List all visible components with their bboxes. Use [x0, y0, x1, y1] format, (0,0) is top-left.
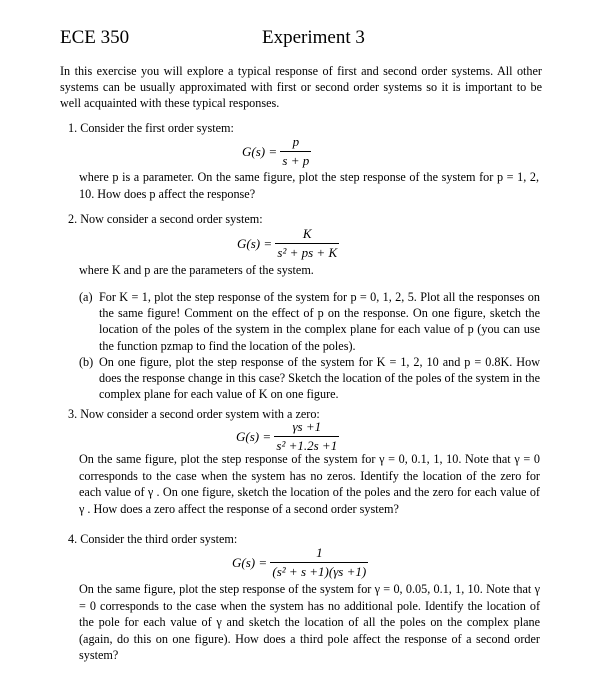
q2-part-b-text: On one figure, plot the step response of the system for K = 1, 2, 10 and p = 0.8K. How does the response change in this case? Sketch the location of the poles of the system in the complex plane for each value of K on one figure.: [99, 355, 540, 402]
q2-equation: [237, 226, 339, 261]
q1-equation: [242, 134, 311, 169]
q3-eq-fraction: [274, 419, 339, 454]
q4-equation: [232, 545, 368, 580]
q3-eq-numerator: γs +1: [274, 419, 339, 437]
q1-eq-lhs: G(s) =: [242, 143, 278, 159]
q2-part-b-label: (b): [79, 355, 94, 369]
q2-part-a-text: For K = 1, plot the step response of the system for p = 0, 1, 2, 5. Plot all the responses on the same figure! Comment on the effect of p on the response. On one figure, sketch the location of the poles of the system in the complex plane for each value of p (you can use the function pzmap to find the location of the poles).: [99, 290, 540, 353]
q3-equation: [236, 419, 339, 454]
q1-stem: 1. Consider the first order system:: [68, 121, 234, 135]
q1-eq-numerator: p: [280, 134, 311, 152]
intro-paragraph: In this exercise you will explore a typical response of first and second order systems. All other systems can be usually approximated with first or second order systems so it is important to be well acquainted with these typical responses.: [60, 64, 542, 110]
q2-where: where K and p are the parameters of the system.: [79, 263, 314, 277]
q2-eq-lhs: G(s) =: [237, 235, 273, 251]
q4-text: On the same figure, plot the step response of the system for γ = 0, 0.05, 0.1, 1, 10. Note that γ = 0 corresponds to the case when the system has no additional pole. Identify the location of the pole for each value of γ and sketch the location of all the poles on the complex plane (again, do this on one figure). How does a third pole affect the response of a second order system?: [79, 582, 540, 662]
q2-eq-numerator: K: [275, 226, 339, 244]
q1-text: where p is a parameter. On the same figure, plot the step response of the system for p = 1, 2, 10. How does p affect the response?: [79, 170, 539, 201]
q2-stem: 2. Now consider a second order system:: [68, 212, 263, 226]
q2-eq-denominator: s² + ps + K: [277, 245, 338, 260]
q2-part-a-label: (a): [79, 290, 93, 304]
q1-eq-fraction: [280, 134, 311, 169]
q4-eq-denominator: (s² + s +1)(γs +1): [272, 564, 367, 579]
q4-eq-lhs: G(s) =: [232, 554, 268, 570]
q3-text: On the same figure, plot the step response of the system for γ = 0, 0.1, 1, 10. Note that γ = 0 corresponds to the case when the system has no zeros. Identify the location of the zero for each value of γ . On one figure, sketch the location of the poles and the zero for each value of γ . How does a zero affect the response of a second order system?: [79, 452, 540, 516]
q4-eq-fraction: [270, 545, 368, 580]
q1-eq-denominator: s + p: [282, 153, 310, 168]
q4-stem: 4. Consider the third order system:: [68, 532, 238, 546]
q3-eq-lhs: G(s) =: [236, 428, 272, 444]
q2-part-a: [79, 289, 540, 354]
q2-part-b: [79, 354, 540, 403]
q4-eq-numerator: 1: [270, 545, 368, 563]
page-title: Experiment 3: [262, 27, 365, 48]
q2-eq-fraction: [275, 226, 339, 261]
course-code: ECE 350: [60, 27, 130, 48]
q3-eq-denominator: s² +1.2s +1: [276, 438, 338, 453]
q3-stem: 3. Now consider a second order system with a zero:: [68, 407, 320, 421]
